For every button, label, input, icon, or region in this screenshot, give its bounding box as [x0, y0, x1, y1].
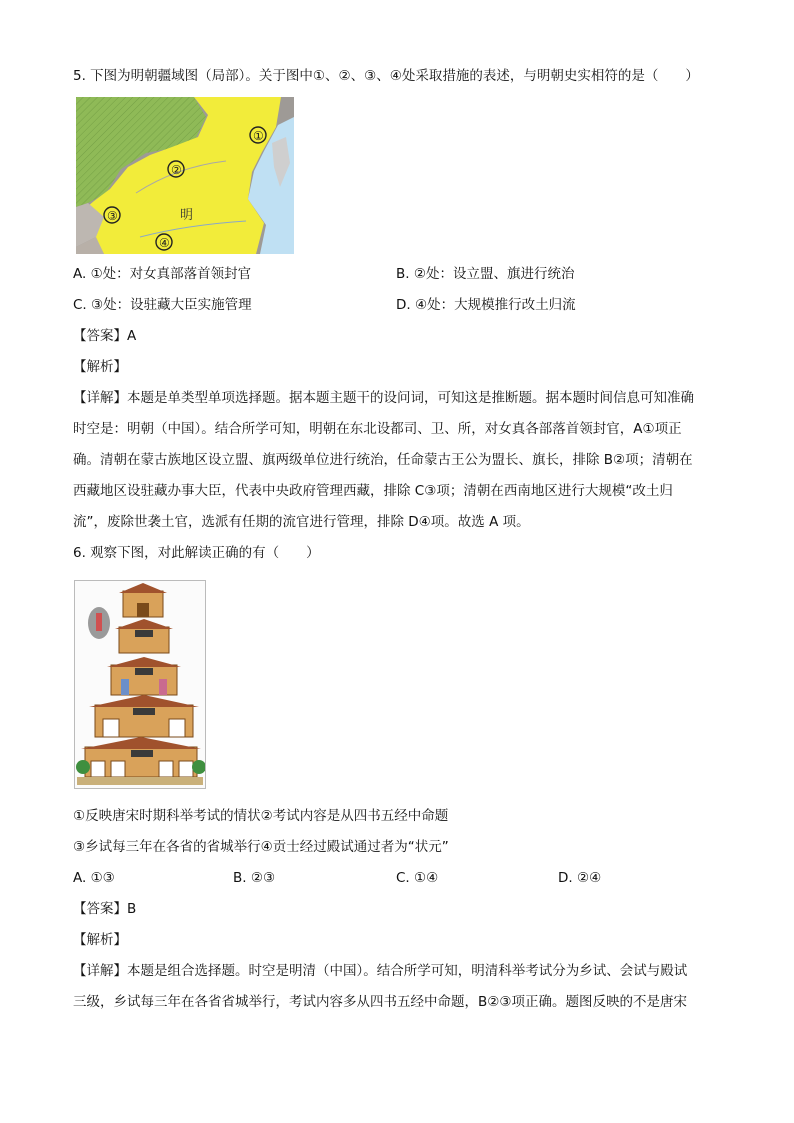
q5-detail-line-1: 【详解】本题是单类型单项选择题。据本题主题干的设问词，可知这是推断题。据本题时间信息可知准确 [73, 390, 694, 406]
q6-statement-line-1: ①反映唐宋时期科举考试的情状②考试内容是从四书五经中命题 [73, 808, 449, 824]
q5-answer: 【答案】A [73, 328, 137, 344]
q5-option-a: A. ①处：对女真部落首领封官 [73, 266, 252, 282]
q6-option-d: D. ②④ [558, 870, 602, 886]
map-label-ming: 明 [180, 208, 194, 223]
q6-detail-line-1: 【详解】本题是组合选择题。时空是明清（中国）。结合所学可知，明清科举考试分为乡试、会试与殿试 [73, 963, 688, 979]
q5-option-b: B. ②处：设立盟、旗进行统治 [396, 266, 575, 282]
q6-option-b: B. ②③ [233, 870, 276, 886]
q5-detail-line-3: 确。清朝在蒙古族地区设立盟、旗两级单位进行统治，任命蒙古王公为盟长、旗长，排除 B②项；清朝在 [73, 452, 693, 468]
q6-option-a: A. ①③ [73, 870, 115, 886]
q6-analysis-label: 【解析】 [73, 932, 127, 948]
q5-option-c: C. ③处：设驻藏大臣实施管理 [73, 297, 252, 313]
imperial-exam-pyramid-illustration [74, 580, 206, 789]
q5-option-d: D. ④处：大规模推行改土归流 [396, 297, 576, 313]
q6-answer: 【答案】B [73, 901, 137, 917]
pyramid-svg [75, 581, 205, 788]
ming-map-svg [76, 97, 294, 254]
tree-icon [76, 760, 90, 774]
map-label-3: ③ [107, 209, 118, 223]
q5-detail-line-5: 流”，废除世袭土官，选派有任期的流官进行管理，排除 D④项。故选 A 项。 [73, 514, 530, 530]
q5-detail-line-2: 时空是：明朝（中国）。结合所学可知，明朝在东北设都司、卫、所，对女真各部落首领封官，A①项正 [73, 421, 682, 437]
map-label-4: ④ [159, 236, 170, 250]
map-label-2: ② [171, 163, 182, 177]
q6-detail-line-2: 三级，乡试每三年在各省省城举行，考试内容多从四书五经中命题，B②③项正确。题图反映的不是唐宋 [73, 994, 687, 1010]
q6-statement-line-2: ③乡试每三年在各省的省城举行④贡士经过殿试通过者为“状元” [73, 839, 449, 855]
map-label-1: ① [253, 129, 264, 143]
ming-territory-map [76, 97, 294, 254]
q6-option-c: C. ①④ [396, 870, 439, 886]
q5-detail-line-4: 西藏地区设驻藏办事大臣，代表中央政府管理西藏，排除 C③项；清朝在西南地区进行大规模“改土归 [73, 483, 673, 499]
q5-stem: 5. 下图为明朝疆域图（局部）。关于图中①、②、③、④处采取措施的表述，与明朝史实相符的是（ ） [73, 68, 699, 84]
q5-analysis-label: 【解析】 [73, 359, 127, 375]
q6-stem: 6. 观察下图，对此解读正确的有（ ） [73, 545, 320, 561]
